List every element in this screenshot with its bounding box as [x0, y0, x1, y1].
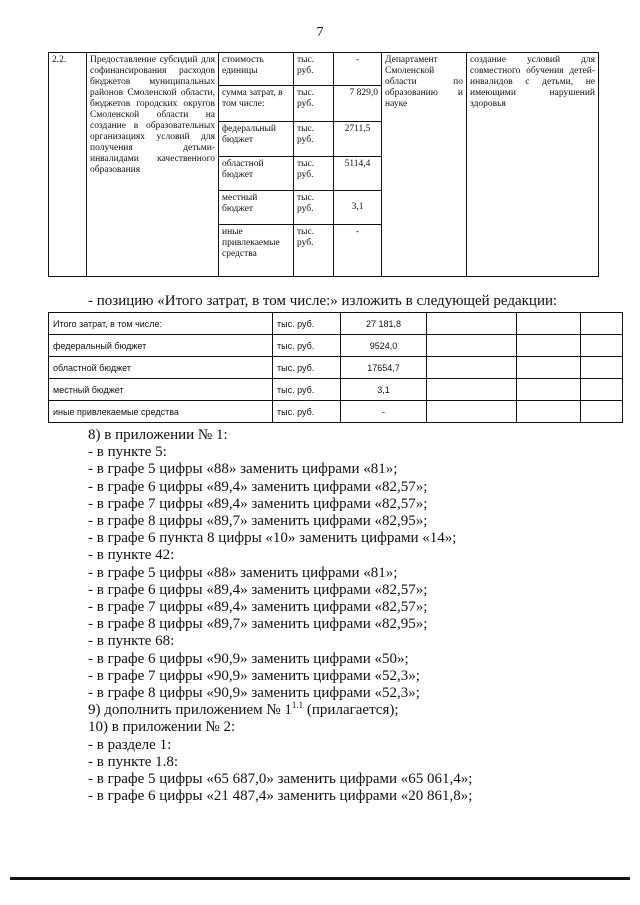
- empty-cell: [517, 335, 581, 357]
- amendment-line: 10) в приложении № 2:: [88, 719, 236, 736]
- amendment-line: - в пункте 68:: [88, 633, 175, 650]
- totals-label-cell: областной бюджет: [49, 357, 273, 379]
- amendment-line: - в графе 8 цифры «89,7» заменить цифрами «82,95»;: [88, 616, 428, 633]
- amendment-line: - в графе 6 цифры «89,4» заменить цифрами «82,57»;: [88, 478, 428, 495]
- amendment-line: [88, 702, 472, 719]
- footer-rule: [10, 877, 630, 880]
- funding-value-cell: -: [334, 53, 382, 86]
- funding-unit-cell: тыс. руб.: [294, 191, 334, 225]
- totals-unit-cell: тыс. руб.: [273, 357, 341, 379]
- funding-unit-cell: тыс. руб.: [294, 157, 334, 191]
- table-row: [49, 357, 623, 379]
- empty-cell: [581, 313, 623, 335]
- table-row: [49, 335, 623, 357]
- funding-label-cell: областной бюджет: [219, 157, 294, 191]
- empty-cell: [427, 379, 517, 401]
- amendment-text: 9) дополнить приложением № 1: [88, 702, 292, 719]
- totals-table: [48, 312, 623, 423]
- totals-label-cell: местный бюджет: [49, 379, 273, 401]
- funding-label-cell: местный бюджет: [219, 191, 294, 225]
- amendment-text: (прилагается);: [303, 702, 399, 719]
- funding-unit-cell: тыс. руб.: [294, 122, 334, 157]
- totals-value-cell: 27 181,8: [341, 313, 427, 335]
- empty-cell: [517, 379, 581, 401]
- funding-value-cell: 5114,4: [334, 157, 382, 191]
- funding-label-cell: стоимость единицы: [219, 53, 294, 86]
- empty-cell: [581, 379, 623, 401]
- funding-unit-cell: тыс. руб.: [294, 53, 334, 86]
- amendment-line: - в разделе 1:: [88, 736, 172, 753]
- amendment-line: - в графе 6 пункта 8 цифры «10» заменить цифрами «14»;: [88, 530, 457, 547]
- amendment-line: - в графе 7 цифры «90,9» заменить цифрами «52,3»;: [88, 667, 420, 684]
- empty-cell: [427, 357, 517, 379]
- instruction-text: - позицию «Итого затрат, в том числе:» изложить в следующей редакции:: [88, 293, 558, 309]
- amendment-line: - в графе 6 цифры «90,9» заменить цифрами «50»;: [88, 650, 409, 667]
- totals-label-cell: иные привлекаемые средства: [49, 401, 273, 423]
- totals-unit-cell: тыс. руб.: [273, 335, 341, 357]
- table-row: [49, 401, 623, 423]
- funding-value-cell: 3,1: [334, 191, 382, 225]
- totals-unit-cell: тыс. руб.: [273, 379, 341, 401]
- amendment-line: - в графе 8 цифры «89,7» заменить цифрами «82,95»;: [88, 513, 428, 530]
- empty-cell: [427, 313, 517, 335]
- funding-label-cell: иные привлекаемые средства: [219, 225, 294, 277]
- totals-unit-cell: тыс. руб.: [273, 401, 341, 423]
- activity-description-cell: Предоставление субсидий для софинансирования расходов бюджетов муниципальных районов Смоленской области, бюджетов городских округов Смоленской области на создание в образовательных организациях условий для получения детьми-инвалидами качественного образования: [87, 53, 219, 277]
- amendment-line: - в графе 7 цифры «89,4» заменить цифрами «82,57»;: [88, 495, 428, 512]
- appendix-superscript: 1.1: [291, 700, 304, 711]
- empty-cell: [581, 335, 623, 357]
- empty-cell: [517, 313, 581, 335]
- empty-cell: [427, 401, 517, 423]
- funding-unit-cell: тыс. руб.: [294, 225, 334, 277]
- funding-label-cell: федеральный бюджет: [219, 122, 294, 157]
- totals-unit-cell: тыс. руб.: [273, 313, 341, 335]
- amendment-line: - в графе 6 цифры «21 487,4» заменить цифрами «20 861,8»;: [88, 788, 473, 805]
- amendment-line: - в пункте 1.8:: [88, 753, 179, 770]
- funding-label-cell: сумма затрат, в том числе:: [219, 86, 294, 122]
- totals-label-cell: федеральный бюджет: [49, 335, 273, 357]
- amendments-list: [88, 427, 472, 805]
- expected-result-cell: создание условий для совместного обучения детей-инвалидов с детьми, не имеющими нарушений здоровья: [467, 53, 599, 277]
- totals-label-cell: Итого затрат, в том числе:: [49, 313, 273, 335]
- totals-value-cell: -: [341, 401, 427, 423]
- amendment-line: - в пункте 42:: [88, 547, 175, 564]
- funding-value-cell: 2711,5: [334, 122, 382, 157]
- empty-cell: [517, 357, 581, 379]
- funding-value-cell: 7 829,0: [334, 86, 382, 122]
- amendment-line: - в графе 6 цифры «89,4» заменить цифрами «82,57»;: [88, 581, 428, 598]
- empty-cell: [427, 335, 517, 357]
- table-row: [49, 379, 623, 401]
- totals-value-cell: 9524,0: [341, 335, 427, 357]
- totals-value-cell: 3,1: [341, 379, 427, 401]
- totals-value-cell: 17654,7: [341, 357, 427, 379]
- row-number-cell: 2.2.: [49, 53, 87, 277]
- amendment-line: - в графе 8 цифры «90,9» заменить цифрами «52,3»;: [88, 685, 420, 702]
- page-number: 7: [316, 25, 324, 40]
- amendment-line: - в графе 5 цифры «65 687,0» заменить цифрами «65 061,4»;: [88, 771, 473, 788]
- funding-value-cell: -: [334, 225, 382, 277]
- amendment-line: - в графе 5 цифры «88» заменить цифрами «81»;: [88, 461, 398, 478]
- amendment-line: 8) в приложении № 1:: [88, 427, 228, 443]
- amendment-line: - в графе 7 цифры «89,4» заменить цифрами «82,57»;: [88, 599, 428, 616]
- empty-cell: [581, 401, 623, 423]
- table-row: [49, 53, 599, 86]
- executor-cell: Департамент Смоленской области по образованию и науке: [382, 53, 467, 277]
- empty-cell: [517, 401, 581, 423]
- funding-unit-cell: тыс. руб.: [294, 86, 334, 122]
- program-activity-table: [48, 52, 599, 277]
- table-row: [49, 313, 623, 335]
- amendment-line: - в пункте 5:: [88, 444, 167, 461]
- amendment-line: - в графе 5 цифры «88» заменить цифрами «81»;: [88, 564, 398, 581]
- empty-cell: [581, 357, 623, 379]
